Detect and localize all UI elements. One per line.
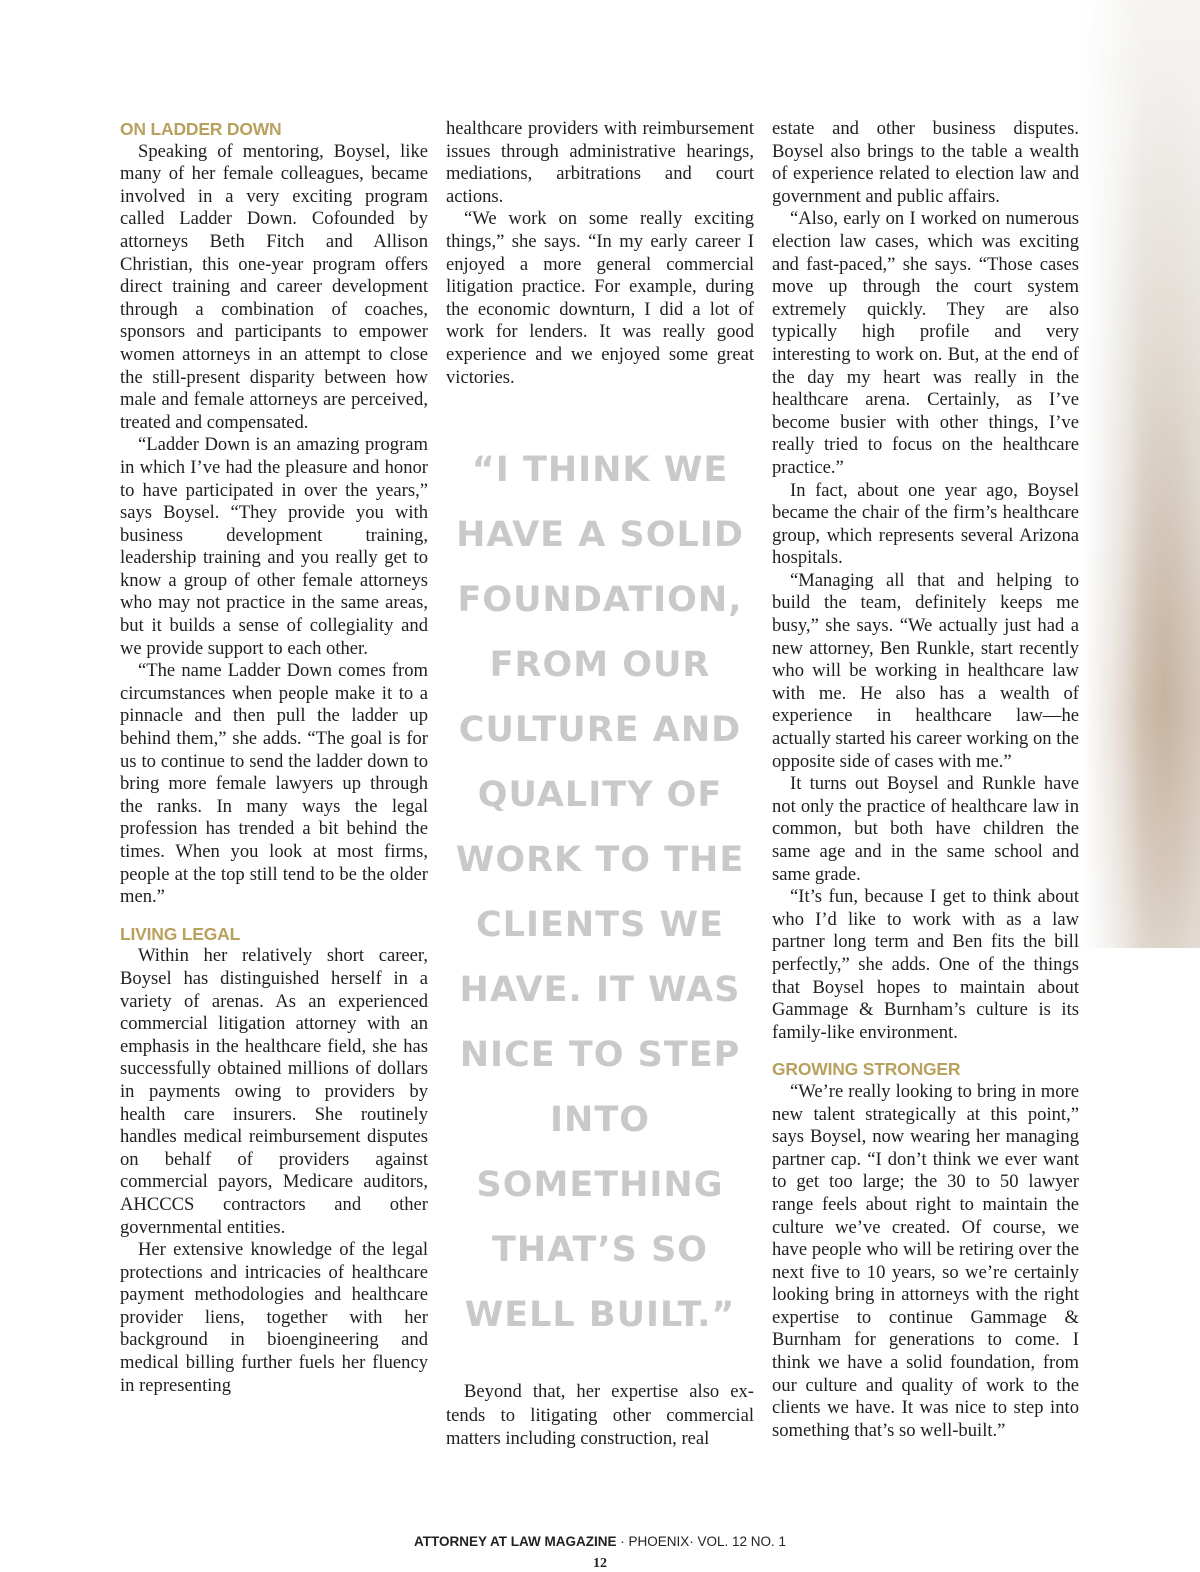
page-footer bbox=[0, 1534, 1200, 1549]
article-column-1 bbox=[120, 118, 428, 1397]
paragraph: estate and other business disputes. Boysel also brings to the table a wealth of experience related to election law and government and public affairs. bbox=[772, 118, 1079, 207]
article-column-3 bbox=[772, 118, 1079, 1442]
paragraph: Her extensive knowledge of the legal protections and intricacies of healthcare payment methodologies and healthcare provider liens, together with her background in bioengineering and medical billing further fuels her fluency in representing bbox=[120, 1239, 428, 1396]
paragraph: Within her relatively short career, Boysel has distinguished herself in a variety of arenas. As an experienced commercial litigation attorney with an emphasis in the healthcare field, she has successfully obtained millions of dollars in payments owing to providers by health care insurers. She routinely handles medical reimbursement disputes on behalf of providers against commercial payors, Medicare auditors, AHCCCS contractors and other governmental entities. bbox=[120, 945, 428, 1238]
paragraph: It turns out Boysel and Runkle have not only the practice of healthcare law in common, but both have children the same age and in the same school and same grade. bbox=[772, 773, 1079, 885]
page-number: 12 bbox=[593, 1556, 607, 1571]
paragraph: Beyond that, her expertise also extends to litigating other commercial matters including construction, real bbox=[446, 1381, 754, 1450]
paragraph: “Ladder Down is an amazing program in which I’ve had the pleasure and honor to have participated in over the years,” says Boysel. “They provide you with business development training, leadership training and you really get to know a group of other female attorneys who may not practice in the same areas, but it builds a sense of collegiality and we provide support to each other. bbox=[120, 434, 428, 659]
paragraph: In fact, about one year ago, Boysel became the chair of the firm’s healthcare group, which represents several Arizona hospitals. bbox=[772, 479, 1079, 569]
issue-info: · PHOENIX· VOL. 12 NO. 1 bbox=[616, 1534, 787, 1549]
section-heading-ladder-down: ON LADDER DOWN bbox=[120, 119, 282, 139]
paragraph: “It’s fun, because I get to think about who I’d like to work with as a law partner long term and Ben fits the bill perfectly,” she adds. One of the things that Boysel hopes to maintain about Gammage & Burnham’s culture is its family-like environment. bbox=[772, 886, 1079, 1043]
pull-quote: “I THINK WE HAVE A SOLID FOUNDATION, FROM OUR CULTURE AND QUALITY OF WORK TO THE CLIENTS WE HAVE. IT WAS NICE TO STEP INTO SOMETHING THAT’S SO WELL BUILT.” bbox=[455, 450, 745, 1335]
paragraph: “The name Ladder Down comes from circumstances when people make it to a pinnacle and then pull the ladder up behind them,” she adds. “The goal is for us to continue to send the ladder down to bring more female lawyers up through the ranks. In many ways the legal profession has trended a bit behind the times. When you look at most firms, people at the top still tend to be the older men.” bbox=[120, 660, 428, 908]
paragraph: Speaking of mentoring, Boysel, like many of her female colleagues, became involved in a very exciting program called Ladder Down. Cofounded by attorneys Beth Fitch and Allison Christian, this one-year program offers direct training and career development through a combination of coaches, sponsors and participants to empower women attorneys in an attempt to close the still-present disparity between how male and female attorneys are perceived, treated and compensated. bbox=[120, 140, 428, 433]
article-column-2-bottom bbox=[446, 1380, 754, 1451]
background-photo-edge bbox=[1082, 0, 1200, 948]
section-heading-growing-stronger: GROWING STRONGER bbox=[772, 1059, 961, 1080]
paragraph: “We work on some really exciting things,” she says. “In my early career I enjoyed a more general commercial litigation practice. For example, during the economic downturn, I did a lot of work for lenders. It was really good experience and we enjoyed some great victories. bbox=[446, 208, 754, 388]
paragraph: “We’re really looking to bring in more new talent strategically at this point,” says Boysel, now wearing her managing partner cap. “I don’t think we ever want to get too large; the 30 to 50 lawyer range feels about right to maintain the culture we’ve created. Of course, we have people who will be retiring over the next five to 10 years, so we’re certainly looking bring in attorneys with the right expertise to continue Gammage & Burnham for generations to come. I think we have a solid foundation, from our culture and quality of work to the clients we have. It was nice to step into something that’s so well-built.” bbox=[772, 1080, 1079, 1441]
magazine-name: ATTORNEY AT LAW MAGAZINE bbox=[413, 1534, 617, 1549]
paragraph: healthcare providers with reimbursement issues through administrative hearings, mediations, arbitrations and court actions. bbox=[446, 118, 754, 207]
section-heading-living-legal: LIVING LEGAL bbox=[120, 923, 241, 944]
paragraph: “Also, early on I worked on numerous election law cases, which was exciting and fast-paced,” she says. “Those cases move up through the court system extremely quickly. They are also typically high profile and very interesting to work on. But, at the end of the day my heart was really in the healthcare arena. Certainly, as I’ve become busier with other things, I’ve really tried to focus on the healthcare practice.” bbox=[772, 208, 1079, 478]
article-column-2 bbox=[446, 118, 754, 389]
paragraph: “Managing all that and helping to build the team, definitely keeps me busy,” she says. “We actually just had a new attorney, Ben Runkle, start recently who will be working in healthcare law with me. He also has a wealth of experience in healthcare law—he actually started his career working on the opposite side of cases with me.” bbox=[772, 569, 1079, 772]
